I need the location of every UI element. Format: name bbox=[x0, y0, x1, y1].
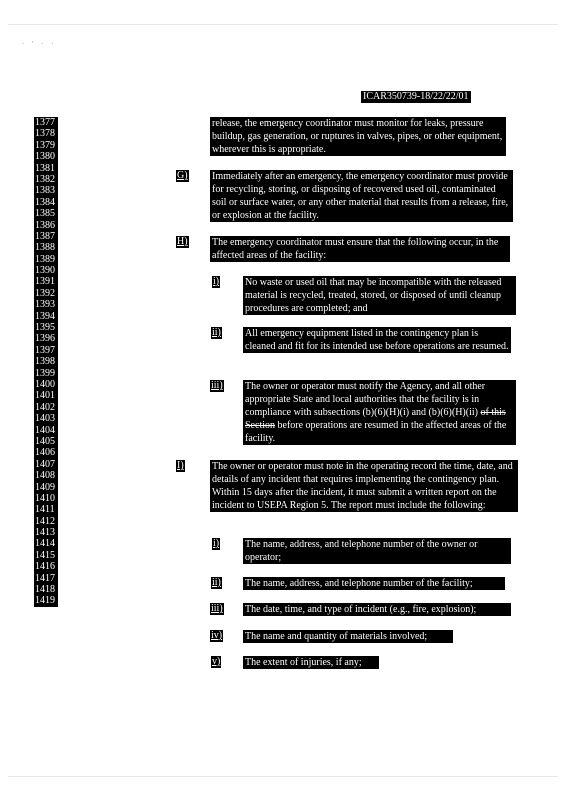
paragraph-i-i bbox=[243, 538, 511, 564]
line-number: 1412 bbox=[35, 515, 55, 527]
top-rule bbox=[8, 24, 558, 25]
line-number: 1383 bbox=[35, 185, 55, 197]
line-number: 1391 bbox=[35, 276, 55, 288]
marker-h-i: i) bbox=[213, 276, 220, 287]
line-number-column bbox=[34, 117, 58, 607]
paragraph-text: The date, time, and type of incident (e.g., fire, explosion); bbox=[245, 604, 477, 615]
paragraph-i bbox=[210, 460, 518, 512]
line-number: 1393 bbox=[35, 299, 55, 311]
line-number: 1407 bbox=[35, 458, 55, 470]
marker-h-ii: ii) bbox=[212, 327, 221, 338]
paragraph-text: No waste or used oil that may be incompatible with the released material is recycled, treated, stored, or disposed of until cleanup procedures are completed; and bbox=[245, 277, 502, 314]
line-number: 1411 bbox=[35, 504, 55, 516]
line-number: 1392 bbox=[35, 287, 55, 299]
paragraph-text: The extent of injuries, if any; bbox=[245, 657, 362, 668]
line-number: 1386 bbox=[35, 219, 55, 231]
paragraph-h-i bbox=[243, 276, 516, 315]
line-number: 1399 bbox=[35, 367, 55, 379]
line-number: 1413 bbox=[35, 527, 55, 539]
line-number: 1394 bbox=[35, 310, 55, 322]
marker-i: I) bbox=[177, 460, 184, 471]
paragraph-text bbox=[245, 380, 514, 445]
line-number: 1381 bbox=[35, 162, 55, 174]
line-number: 1389 bbox=[35, 253, 55, 265]
paragraph-text: The owner or operator must note in the operating record the time, date, and details of any incident that requires implementing the contingency plan. Within 15 days after the incident, it must submit a written report on the incident to USEPA Region 5. The report must include the following: bbox=[212, 461, 513, 511]
scan-specks: · ' · · bbox=[22, 40, 57, 48]
line-number: 1377 bbox=[35, 117, 55, 128]
marker-i-i: i) bbox=[213, 538, 220, 549]
line-number: 1415 bbox=[35, 549, 55, 561]
paragraph-text: The emergency coordinator must ensure that the following occur, in the affected areas of the facility: bbox=[212, 237, 499, 261]
paragraph-text-a: The owner or operator must notify the Agency, and all other appropriate State and local authorities that the facility is in compliance with subsections (b)(6)(H)(i) and (b)(6)(H)(ii) bbox=[245, 381, 486, 418]
line-number: 1409 bbox=[35, 481, 55, 493]
line-number: 1403 bbox=[35, 413, 55, 425]
line-number: 1396 bbox=[35, 333, 55, 345]
paragraph-text: All emergency equipment listed in the contingency plan is cleaned and fit for its intended use before operations are resumed. bbox=[245, 328, 509, 352]
line-number: 1387 bbox=[35, 230, 55, 242]
paragraph-h-iii bbox=[243, 380, 516, 445]
paragraph-text: Immediately after an emergency, the emergency coordinator must provide for recycling, storing, or disposing of recovered used oil, contaminated soil or surface water, or any other material that results from a release, fire, or explosion at the facility. bbox=[212, 171, 509, 221]
line-number: 1406 bbox=[35, 447, 55, 459]
line-number: 1414 bbox=[35, 538, 55, 550]
line-number: 1416 bbox=[35, 561, 55, 573]
line-number: 1402 bbox=[35, 401, 55, 413]
line-number: 1401 bbox=[35, 390, 55, 402]
line-number: 1408 bbox=[35, 470, 55, 482]
paragraph-text: The name and quantity of materials involved; bbox=[245, 631, 428, 642]
line-number: 1379 bbox=[35, 139, 55, 151]
document-id: ICAR350739-18/22/22/01 bbox=[363, 91, 469, 102]
marker-i-v: v) bbox=[212, 656, 221, 667]
struck-text: of this Section bbox=[245, 407, 506, 431]
line-number: 1384 bbox=[35, 196, 55, 208]
marker-i-iii: iii) bbox=[211, 603, 223, 614]
line-number: 1400 bbox=[35, 378, 55, 390]
line-number: 1388 bbox=[35, 242, 55, 254]
line-number: 1410 bbox=[35, 492, 55, 504]
marker-h: H) bbox=[177, 236, 188, 247]
paragraph-h bbox=[210, 236, 510, 262]
line-number: 1382 bbox=[35, 173, 55, 185]
line-number: 1397 bbox=[35, 344, 55, 356]
paragraph-i-iv bbox=[243, 630, 453, 643]
paragraph-h-ii bbox=[243, 327, 511, 353]
bottom-rule bbox=[8, 776, 558, 777]
paragraph-text: The name, address, and telephone number of the owner or operator; bbox=[245, 539, 478, 563]
line-number: 1390 bbox=[35, 265, 55, 277]
line-number: 1417 bbox=[35, 572, 55, 584]
line-number: 1419 bbox=[35, 595, 55, 607]
paragraph-text-b: before operations are resumed in the affected areas of the facility. bbox=[245, 420, 507, 444]
line-number: 1418 bbox=[35, 584, 55, 596]
marker-h-iii: iii) bbox=[211, 380, 223, 391]
line-number: 1380 bbox=[35, 151, 55, 163]
line-number: 1378 bbox=[35, 128, 55, 140]
paragraph-text: release, the emergency coordinator must monitor for leaks, pressure buildup, gas generation, or ruptures in valves, pipes, or other equipment, wherever this is appropriate. bbox=[212, 118, 503, 155]
line-number: 1404 bbox=[35, 424, 55, 436]
marker-i-ii: ii) bbox=[212, 577, 221, 588]
paragraph-text: The name, address, and telephone number of the facility; bbox=[245, 578, 473, 589]
line-number: 1398 bbox=[35, 356, 55, 368]
line-number: 1405 bbox=[35, 435, 55, 447]
paragraph-g bbox=[210, 170, 513, 222]
marker-g: G) bbox=[177, 170, 188, 181]
paragraph-i-iii bbox=[243, 603, 511, 616]
marker-i-iv: iv) bbox=[211, 630, 223, 641]
paragraph-i-v bbox=[243, 656, 379, 669]
paragraph-i-ii bbox=[243, 577, 505, 590]
line-number: 1395 bbox=[35, 322, 55, 334]
paragraph-continuation bbox=[210, 117, 506, 156]
line-number: 1385 bbox=[35, 208, 55, 220]
